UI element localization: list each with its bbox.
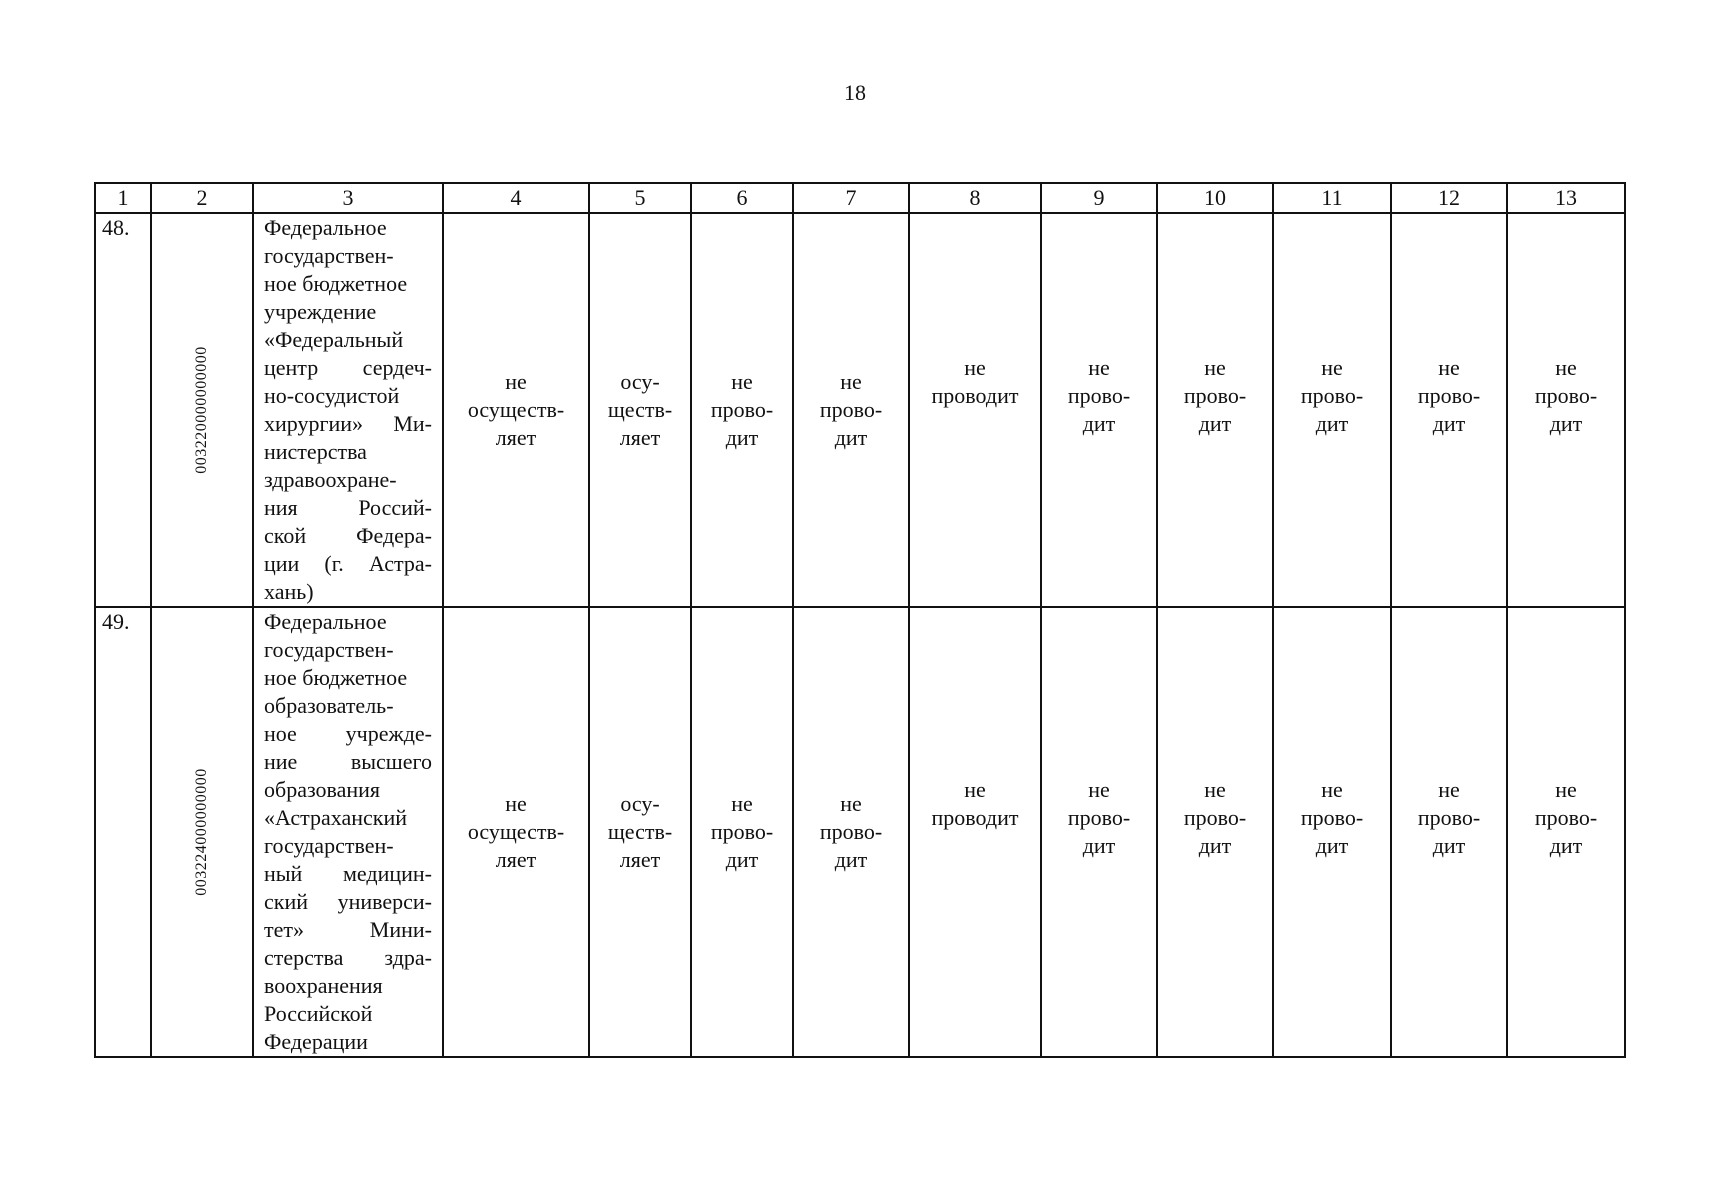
name-line: ние высшего (264, 749, 432, 774)
col12-cell (1391, 213, 1507, 607)
cell-line: не (731, 791, 753, 816)
name-line: ное учрежде- (264, 721, 432, 746)
cell-line: ществ- (607, 819, 673, 844)
cell-line: ществ- (607, 397, 673, 422)
header-cell-12: 12 (1391, 183, 1507, 213)
cell-line: дит (1315, 833, 1349, 858)
col8-cell (909, 213, 1041, 607)
registry-table (94, 182, 1626, 1058)
name-line: «Федеральный (264, 327, 404, 352)
cell-line: прово- (819, 819, 883, 844)
organization-name (264, 214, 432, 606)
cell-line: ляет (495, 425, 537, 450)
col5-cell (589, 607, 691, 1057)
name-line: ное бюджетное (264, 271, 408, 296)
header-cell-4: 4 (443, 183, 589, 213)
col7-cell (793, 607, 909, 1057)
cell-line: не (505, 369, 527, 394)
name-line: образования (264, 777, 381, 802)
name-line: хань) (264, 579, 314, 604)
cell-line: не (1555, 355, 1577, 380)
name-line: Федеральное (264, 215, 387, 240)
cell-line: дит (1198, 833, 1232, 858)
cell-line: прово- (1067, 805, 1131, 830)
registry-code: 003220000000000 (193, 346, 210, 474)
cell-line: дит (725, 425, 759, 450)
col13-cell (1507, 607, 1625, 1057)
organization-name (264, 608, 432, 1056)
header-cell-5: 5 (589, 183, 691, 213)
col11-cell (1273, 607, 1391, 1057)
row-number: 49. (95, 607, 151, 1057)
name-line: стерства здра- (264, 945, 432, 970)
name-line: ции (г. Астра- (264, 551, 432, 576)
registry-code: 003224000000000 (193, 768, 210, 896)
cell-line: не (505, 791, 527, 816)
cell-line: прово- (1300, 383, 1364, 408)
cell-line: не (1321, 355, 1343, 380)
col5-cell (589, 213, 691, 607)
header-cell-8: 8 (909, 183, 1041, 213)
cell-line: не (840, 369, 862, 394)
cell-line: прово- (1300, 805, 1364, 830)
name-line: ской Федера- (264, 523, 432, 548)
cell-line: не (1088, 777, 1110, 802)
cell-line: прово- (710, 397, 774, 422)
header-cell-2: 2 (151, 183, 253, 213)
header-cell-11: 11 (1273, 183, 1391, 213)
header-cell-9: 9 (1041, 183, 1157, 213)
name-line: ния Россий- (264, 495, 432, 520)
page-number: 18 (844, 80, 866, 105)
cell-line: не (1438, 355, 1460, 380)
cell-line: не (1204, 777, 1226, 802)
cell-line: прово- (1067, 383, 1131, 408)
col6-cell (691, 607, 793, 1057)
col11-cell (1273, 213, 1391, 607)
name-line: ский универси- (264, 889, 432, 914)
cell-line: дит (1432, 411, 1466, 436)
organization-name-cell (253, 607, 443, 1057)
header-cell-7: 7 (793, 183, 909, 213)
name-line: государствен- (264, 243, 394, 268)
cell-line: не (1321, 777, 1343, 802)
cell-line: дит (725, 847, 759, 872)
cell-line: проводит (931, 805, 1019, 830)
cell-line: прово- (819, 397, 883, 422)
cell-line: осу- (620, 369, 660, 394)
name-line: хирургии» Ми- (264, 411, 432, 436)
cell-line: не (964, 355, 986, 380)
cell-line: осуществ- (467, 397, 565, 422)
name-line: здравоохране- (264, 467, 397, 492)
table-row (95, 213, 1625, 607)
cell-line: не (1555, 777, 1577, 802)
header-cell-6: 6 (691, 183, 793, 213)
cell-line: дит (1082, 411, 1116, 436)
cell-line: дит (1315, 411, 1349, 436)
cell-line: осу- (620, 791, 660, 816)
organization-name-cell (253, 213, 443, 607)
col4-cell (443, 607, 589, 1057)
cell-line: ляет (619, 425, 661, 450)
cell-line: осуществ- (467, 819, 565, 844)
row-number: 48. (95, 213, 151, 607)
name-line: ный медицин- (264, 861, 432, 886)
name-line: образователь- (264, 693, 394, 718)
col6-cell (691, 213, 793, 607)
header-cell-1: 1 (95, 183, 151, 213)
name-line: «Астраханский (264, 805, 407, 830)
cell-line: дит (1082, 833, 1116, 858)
name-line: учреждение (264, 299, 377, 324)
col7-cell (793, 213, 909, 607)
name-line: тет» Мини- (264, 917, 432, 942)
cell-line: дит (1432, 833, 1466, 858)
cell-line: не (1204, 355, 1226, 380)
name-line: Российской (264, 1001, 373, 1026)
name-line: но-сосудистой (264, 383, 400, 408)
name-line: Федерации (264, 1029, 368, 1054)
table-row (95, 607, 1625, 1057)
cell-line: прово- (1417, 383, 1481, 408)
col8-cell (909, 607, 1041, 1057)
col9-cell (1041, 213, 1157, 607)
cell-line: прово- (1534, 805, 1598, 830)
cell-line: дит (1549, 411, 1583, 436)
col9-cell (1041, 607, 1157, 1057)
col13-cell (1507, 213, 1625, 607)
header-cell-10: 10 (1157, 183, 1273, 213)
cell-line: ляет (619, 847, 661, 872)
cell-line: не (1088, 355, 1110, 380)
cell-line: дит (1549, 833, 1583, 858)
header-cell-3: 3 (253, 183, 443, 213)
cell-line: не (840, 791, 862, 816)
col12-cell (1391, 607, 1507, 1057)
name-line: центр сердеч- (264, 355, 432, 380)
cell-line: прово- (1183, 383, 1247, 408)
cell-line: не (731, 369, 753, 394)
name-line: воохранения (264, 973, 383, 998)
header-cell-13: 13 (1507, 183, 1625, 213)
cell-line: не (1438, 777, 1460, 802)
name-line: Федеральное (264, 609, 387, 634)
registry-code-cell (151, 213, 253, 607)
name-line: нистерства (264, 439, 367, 464)
registry-code-cell (151, 607, 253, 1057)
name-line: государствен- (264, 637, 394, 662)
cell-line: прово- (710, 819, 774, 844)
name-line: ное бюджетное (264, 665, 408, 690)
cell-line: дит (1198, 411, 1232, 436)
cell-line: дит (834, 425, 868, 450)
col4-cell (443, 213, 589, 607)
col10-cell (1157, 607, 1273, 1057)
cell-line: проводит (931, 383, 1019, 408)
cell-line: не (964, 777, 986, 802)
cell-line: прово- (1183, 805, 1247, 830)
cell-line: прово- (1534, 383, 1598, 408)
name-line: государствен- (264, 833, 394, 858)
cell-line: дит (834, 847, 868, 872)
col10-cell (1157, 213, 1273, 607)
cell-line: прово- (1417, 805, 1481, 830)
table-header-row (95, 183, 1625, 213)
cell-line: ляет (495, 847, 537, 872)
